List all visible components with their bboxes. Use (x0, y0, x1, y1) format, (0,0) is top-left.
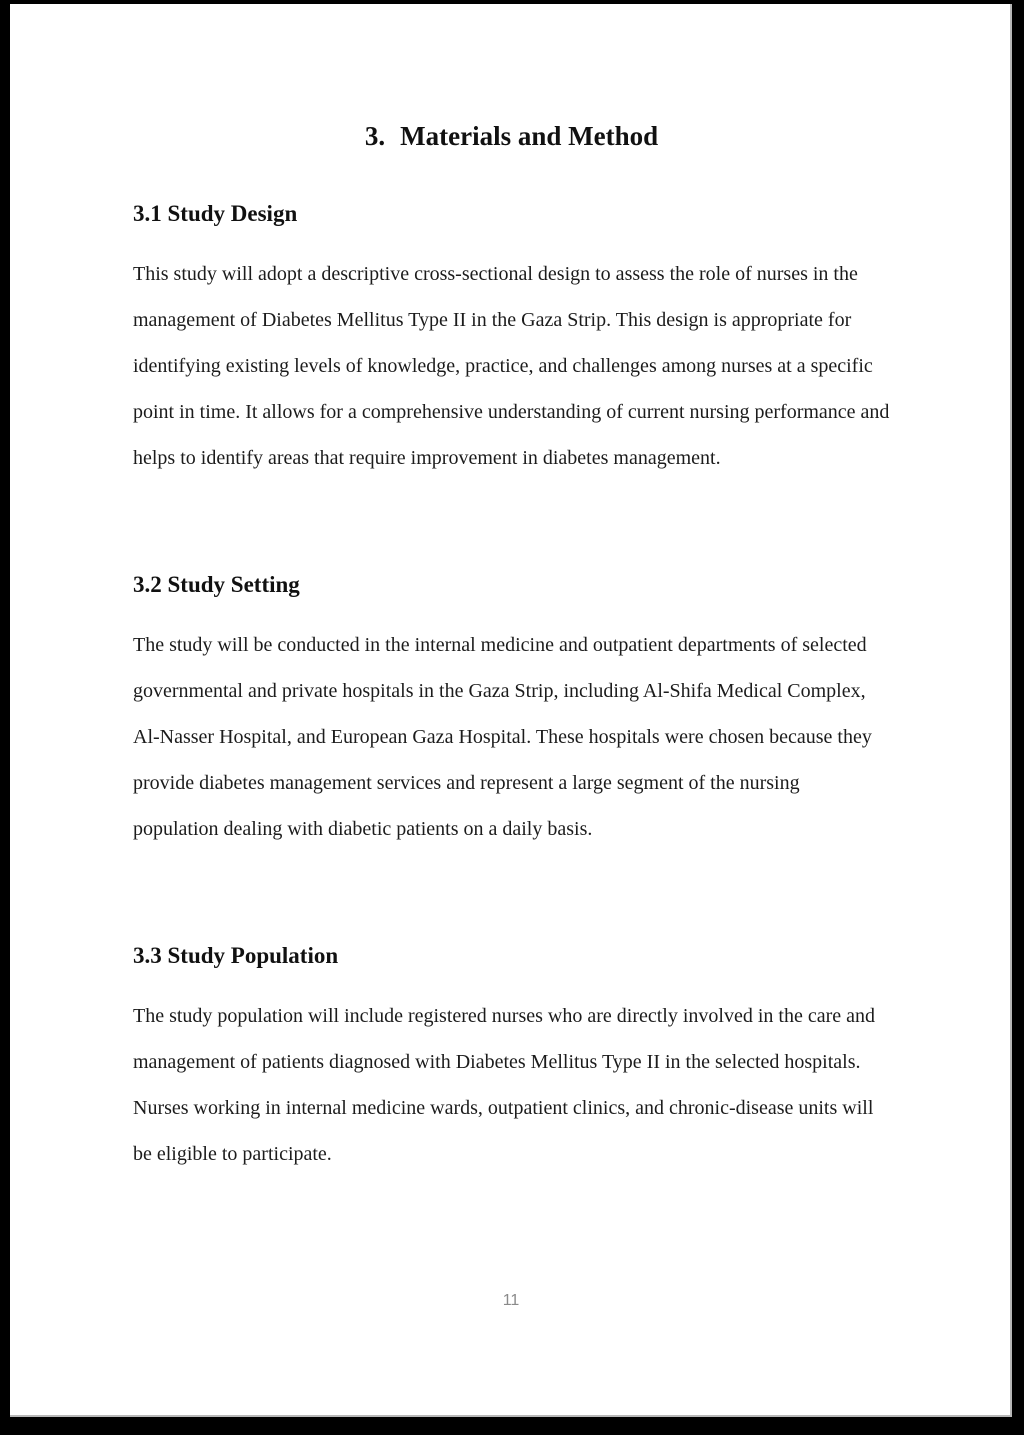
section-heading-study-population: 3.3 Study Population (133, 943, 339, 968)
section-heading-study-setting: 3.2 Study Setting (133, 572, 300, 597)
chapter-title-text: Materials and Method (400, 121, 659, 151)
document-page (10, 4, 1012, 1417)
page-content (10, 121, 1012, 1177)
chapter-title (133, 121, 890, 152)
page-number: 11 (502, 1292, 520, 1309)
section-body-study-population: The study population will include registered nurses who are directly involved in the care and management of patients diagnosed with Diabetes Mellitus Type II in the selected hospitals. Nurses working in internal medicine wards, outpatient clinics, and chronic-disease units will be eligible to participate. (133, 1005, 876, 1165)
section-body-study-setting: The study will be conducted in the internal medicine and outpatient departments of selected governmental and private hospitals in the Gaza Strip, including Al-Shifa Medical Complex, Al-Nasser Hospital, and European Gaza Hospital. These hospitals were chosen because they provide diabetes management services and represent a large segment of the nursing population dealing with diabetic patients on a daily basis. (133, 634, 872, 840)
section-body-study-design: This study will adopt a descriptive cross-sectional design to assess the role of nurses in the management of Diabetes Mellitus Type II in the Gaza Strip. This design is appropriate for identifying existing levels of knowledge, practice, and challenges among nurses at a specific point in time. It allows for a comprehensive understanding of current nursing performance and helps to identify areas that require improvement in diabetes management. (133, 263, 890, 469)
section-heading-study-design: 3.1 Study Design (133, 201, 298, 226)
chapter-number: 3. (364, 121, 386, 151)
